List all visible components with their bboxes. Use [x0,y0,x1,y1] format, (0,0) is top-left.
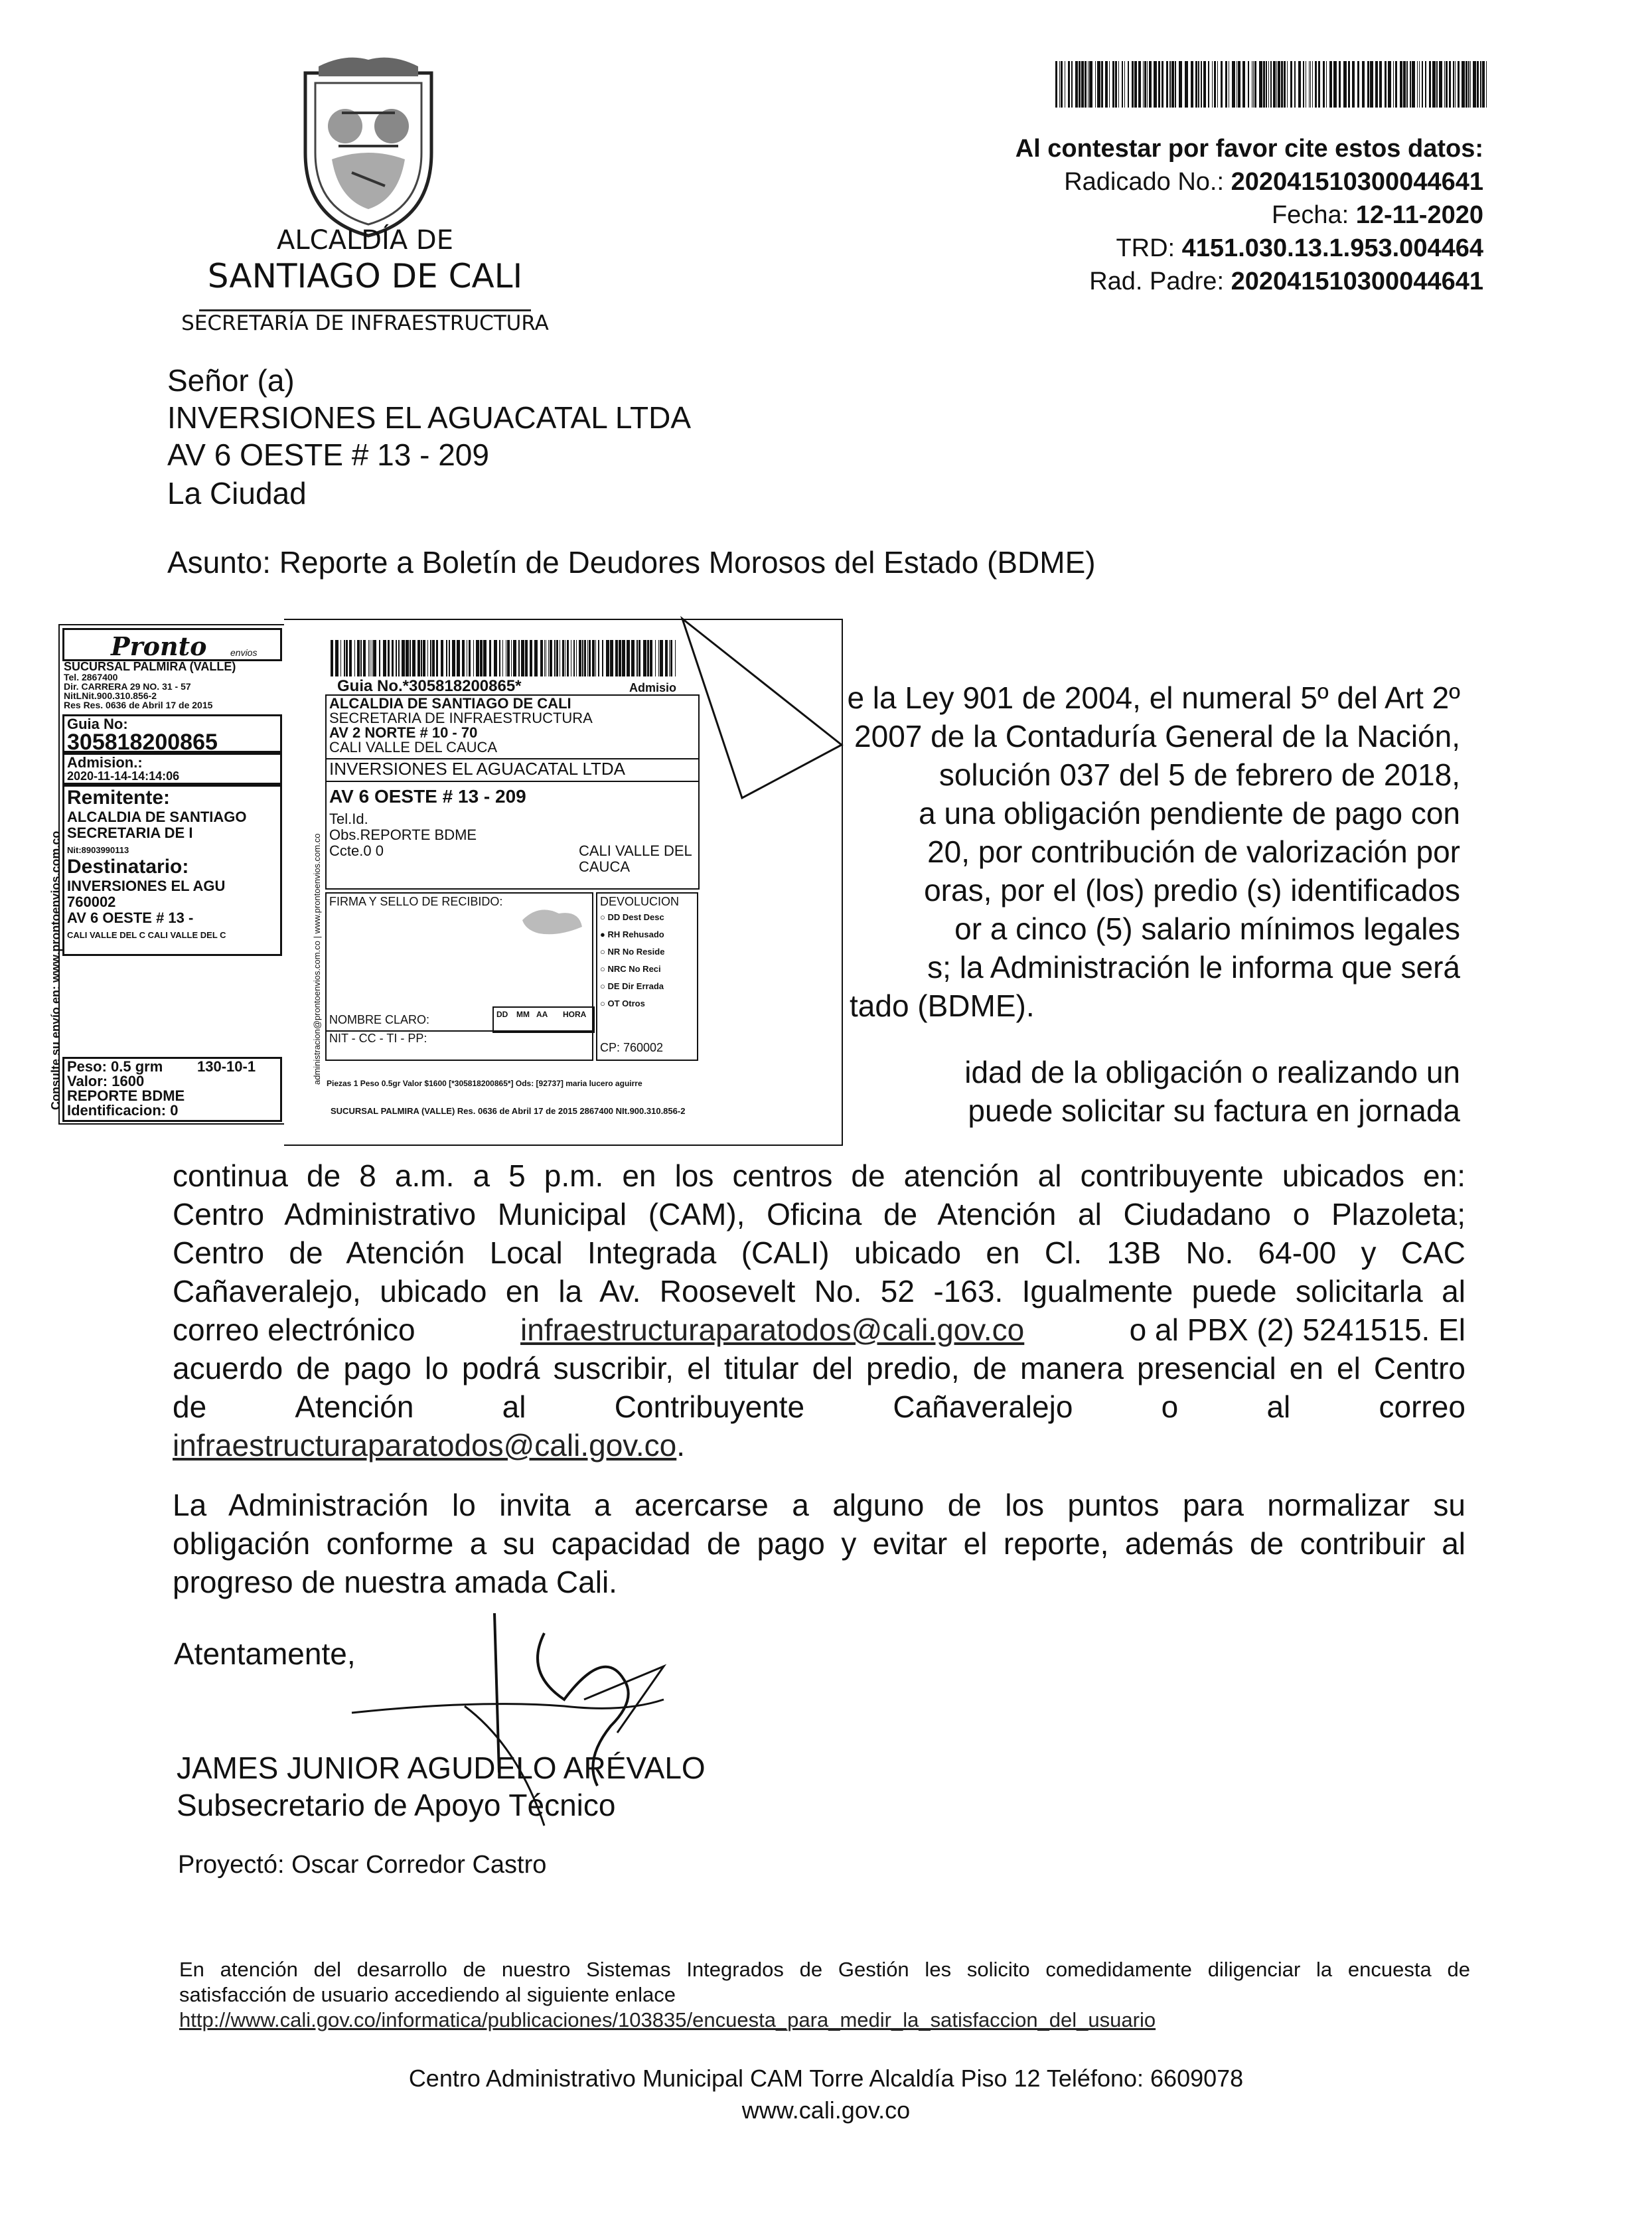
dev-option-label: NR No Reside [607,947,665,957]
rad-padre-value: 202041510300044641 [1231,268,1483,295]
word: Cañaveralejo [893,1389,1073,1424]
res: Res Res. 0636 de Abril 17 de 2015 [64,700,213,710]
paragraph-3 [173,1486,1465,1601]
main-guia: Guia No.*305818200865* [337,677,522,695]
word: al [502,1389,526,1424]
reporte: REPORTE BDME [67,1087,185,1104]
p2-line: Centro de Atención Local Integrada (CALI) ubicado en Cl. 13B No. 64-00 y CAC [173,1235,1465,1270]
admision-box [62,753,282,785]
branch: SUCURSAL PALMIRA (VALLE) [64,660,236,673]
closing: Atentamente, [174,1636,356,1671]
rad-padre-label: Rad. Padre: [1089,268,1225,295]
partial-line: idad de la obligación o realizando un [964,1055,1460,1089]
p3-line: progreso de nuestra amada Cali. [173,1565,617,1599]
devolucion-box [596,892,698,1061]
dev-option: ○ DD Dest Desc [600,912,664,922]
identificacion: Identificacion: 0 [67,1102,179,1119]
dest-3: AV 6 OESTE # 13 - [67,909,194,926]
partial-line: 20, por contribución de valorización por [927,834,1460,869]
receipt-barcode-icon [331,640,676,676]
org-line2: SANTIAGO DE CALI [207,257,523,295]
guia-label: Guia No: [67,716,128,732]
p2-line: Centro Administrativo Municipal (CAM), Oficina de Atención al Ciudadano o Plazoleta; [173,1197,1465,1231]
fecha-line [1272,199,1483,231]
survey-line2: satisfacción de usuario accediendo al siguiente enlace [179,1983,676,2006]
partial-line: puede solicitar su factura en jornada [968,1093,1460,1128]
coat-of-arms-icon [292,53,445,239]
email-link[interactable]: infraestructuraparatodos@cali.gov.co [520,1312,1025,1347]
partial-line: solución 037 del 5 de febrero de 2018, [939,757,1460,792]
main-to-1: INVERSIONES EL AGUACATAL LTDA [329,759,625,779]
remitente-nit: Nit:8903990113 [67,845,129,855]
footer-website: www.cali.gov.co [741,2096,911,2124]
signer-title: Subsecretario de Apoyo Técnico [177,1788,616,1822]
main-side-text: administracion@prontoenvios.com.co | www.prontoenvios.com.co [312,833,322,1085]
dest-4: CALI VALLE DEL C CALI VALLE DEL C [67,930,226,940]
dev-option: ○ NRC No Reci [600,964,661,974]
p2-email-line [173,1310,1465,1349]
p2-email-post: o al PBX (2) 5241515. El [1129,1312,1465,1347]
p2-line7 [173,1387,1465,1426]
guia-box [62,714,282,753]
fecha-label: Fecha: [1271,201,1349,229]
hora-label: HORA [563,1010,587,1019]
stamp-smudge-icon [519,900,585,940]
stub-side-text: Consulte su envío en: www.prontoenvios.com.co [49,830,62,1110]
salutation: Señor (a) [167,363,295,398]
main-from-1: ALCALDIA DE SANTIAGO DE CALI [329,695,571,712]
codigo: 130-10-1 [197,1058,256,1075]
partial-line: s; la Administración le informa que será [927,950,1460,985]
dir: Dir. CARRERA 29 NO. 31 - 57 [64,681,191,692]
paragraph-2 [173,1156,1465,1464]
main-from-3: AV 2 NORTE # 10 - 70 [329,724,478,741]
dev-option-label: NRC No Reci [607,964,661,974]
receipt-stub [58,624,287,1125]
cp: CP: 760002 [600,1041,664,1054]
dest-2: 760002 [67,894,116,910]
recipient-city: La Ciudad [167,476,307,511]
survey-link[interactable]: http://www.cali.gov.co/informatica/publicaciones/103835/encuesta_para_medir_la_satisfaccion_del_usuario [179,2008,1156,2031]
trd-label: TRD: [1116,234,1175,262]
barcode-icon [1055,61,1487,108]
date-box [492,1006,595,1033]
piezas: Piezas 1 Peso 0.5gr Valor $1600 [*305818200865*] Ods: [92737] maria lucero aguirre [327,1079,642,1088]
delivery-receipt [5,605,845,1150]
main-address-box [325,694,700,890]
nit: NitLNit.900.310.856-2 [64,690,157,701]
p3-line: obligación conforme a su capacidad de pago y evitar el reporte, además de contribuir al [173,1526,1465,1561]
word: al [1266,1389,1291,1424]
dd-label: DD [496,1010,508,1019]
parties-box [62,785,282,956]
fecha-value: 12-11-2020 [1355,201,1483,229]
recipient-name: INVERSIONES EL AGUACATAL LTDA [167,400,692,435]
projected-by: Proyectó: Oscar Corredor Castro [178,1851,547,1879]
aa-label: AA [536,1010,548,1019]
partial-line: tado (BDME). [850,988,1035,1023]
folded-corner-icon [669,605,868,818]
main-from-4: CALI VALLE DEL CAUCA [329,739,498,755]
subject: Asunto: Reporte a Boletín de Deudores Morosos del Estado (BDME) [167,545,1096,580]
dev-option-label: RH Rehusado [607,929,664,939]
main-ccte: Ccte.0 0 [329,842,384,859]
partial-line: e la Ley 901 de 2004, el numeral 5º del Art 2º [847,680,1460,715]
admision-value: 2020-11-14-14:14:06 [67,769,180,783]
p2-email-pre: correo electrónico [173,1312,415,1347]
footer-address: Centro Administrativo Municipal CAM Torre Alcaldía Piso 12 Teléfono: 6609078 [408,2065,1244,2092]
radicado-label: Radicado No.: [1064,168,1225,196]
admision-label: Admision.: [67,754,143,771]
main-city: CALI VALLE DEL CAUCA [579,842,692,875]
partial-line: oras, por el (los) predio (s) identificados [924,873,1460,908]
valor: Valor: 1600 [67,1073,145,1089]
p2-line: continua de 8 a.m. a 5 p.m. en los centros de atención al contribuyente ubicados en: [173,1158,1465,1193]
p2-line: Cañaveralejo, ubicado en la Av. Roosevelt No. 52 -163. Igualmente puede solicitarla al [173,1274,1465,1308]
trd-line [1116,232,1483,264]
dev-option: ● RH Rehusado [600,929,664,939]
email-link-2[interactable]: infraestructuraparatodos@cali.gov.co [173,1428,677,1463]
word: Contribuyente [614,1389,805,1424]
survey-line1: En atención del desarrollo de nuestro Sistemas Integrados de Gestión les solicito comedidamente diligenciar la encuesta de [179,1958,1470,1981]
partial-line: 2007 de la Contaduría General de la Nación, [854,719,1460,753]
p2-email2-line: infraestructuraparatodos@cali.gov.co. [173,1428,686,1463]
dev-option-label: OT Otros [607,998,645,1008]
dev-option-label: DE Dir Errada [607,981,664,991]
p2-line: acuerdo de pago lo podrá suscribir, el titular del predio, de manera presencial en el Centro [173,1351,1465,1385]
pronto-logo [62,628,282,661]
remitente-1: ALCALDIA DE SANTIAGO [67,809,247,825]
guia-value: 305818200865 [67,730,218,755]
partial-line: or a cinco (5) salario mínimos legales [954,911,1460,946]
main-from-2: SECRETARIA DE INFRAESTRUCTURA [329,710,593,726]
nit-row-label: NIT - CC - TI - PP: [329,1032,427,1045]
dest-1: INVERSIONES EL AGU [67,878,226,894]
receipt-bottom: SUCURSAL PALMIRA (VALLE) Res. 0636 de Abril 17 de 2015 2867400 NIt.900.310.856-2 [331,1106,686,1116]
signature-box [325,892,593,1061]
peso-box [62,1057,282,1122]
p3-line: La Administración lo invita a acercarse a alguno de los puntos para normalizar su [173,1488,1465,1522]
tel: Tel. 2867400 [64,672,118,682]
devolucion-label: DEVOLUCION [600,895,680,908]
dev-option: ○ DE Dir Errada [600,981,664,991]
signer-name: JAMES JUNIOR AGUDELO ARÉVALO [177,1751,706,1785]
org-line1: ALCALDÍA DE [277,225,453,256]
radicado-line [1064,166,1483,198]
word: de [173,1389,207,1424]
word: Atención [295,1389,414,1424]
org-line3: SECRETARÍA DE INFRAESTRUCTURA [181,311,549,335]
rad-padre-line [1089,266,1483,297]
nombre-label: NOMBRE CLARO: [329,1013,430,1026]
partial-line: a una obligación pendiente de pago con [919,796,1460,830]
logo-sub: envios [230,647,258,658]
remitente-2: SECRETARIA DE I [67,825,193,841]
cite-title: Al contestar por favor cite estos datos: [1015,135,1483,163]
trd-value: 4151.030.13.1.953.004464 [1181,234,1483,262]
logo-text: Pronto [111,631,207,661]
destinatario-label: Destinatario: [67,856,189,878]
radicado-value: 202041510300044641 [1231,168,1483,196]
peso: Peso: 0.5 grm [67,1058,163,1075]
firma-label: FIRMA Y SELLO DE RECIBIDO: [329,895,503,908]
word: o [1161,1389,1179,1424]
remitente-label: Remitente: [67,787,171,809]
recipient-address: AV 6 OESTE # 13 - 209 [167,437,489,472]
mm-label: MM [516,1010,530,1019]
dev-option-label: DD Dest Desc [607,912,664,922]
dev-option: ○ NR No Reside [600,947,665,957]
dev-option: ○ OT Otros [600,998,645,1008]
main-to-2: AV 6 OESTE # 13 - 209 [329,786,526,807]
word: correo [1379,1389,1465,1424]
main-tel: Tel.Id. [329,811,368,827]
main-obs: Obs.REPORTE BDME [329,827,477,843]
main-admisio: Admisio [629,681,677,694]
